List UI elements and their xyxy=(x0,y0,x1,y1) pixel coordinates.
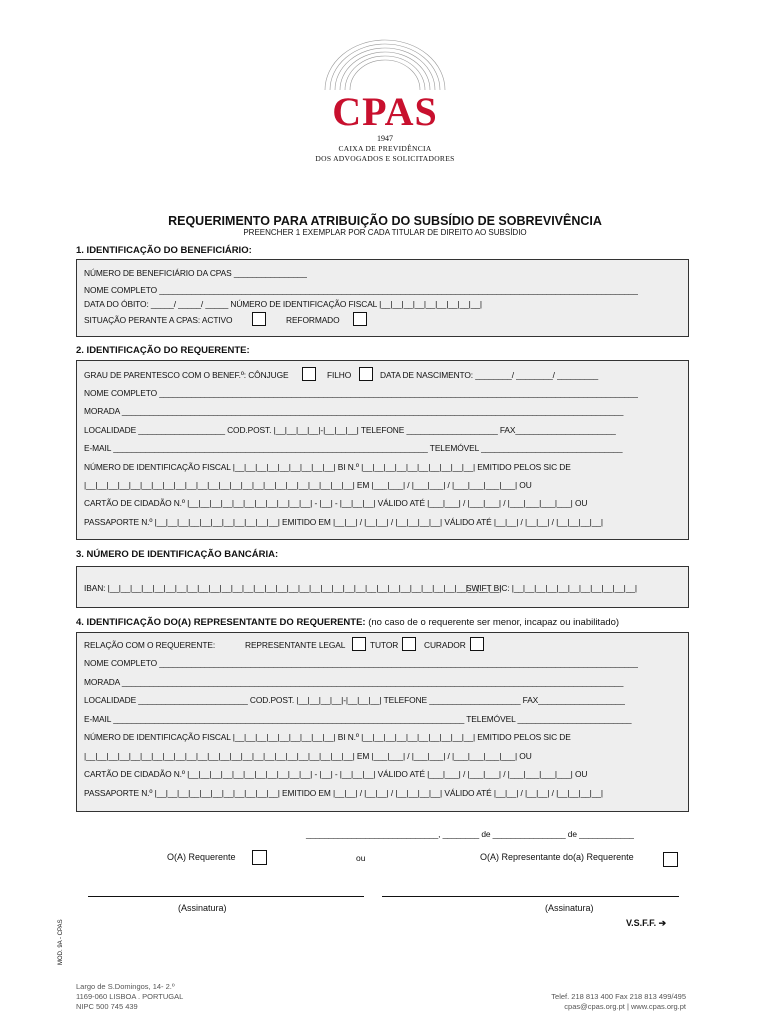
section1-title: 1. IDENTIFICAÇÃO DO BENEFICIÁRIO: xyxy=(76,245,252,256)
logo-text: CPAS xyxy=(332,89,438,134)
section3-title: 3. NÚMERO DE IDENTIFICAÇÃO BANCÁRIA: xyxy=(76,549,279,560)
s2-nif-bi[interactable]: NÚMERO DE IDENTIFICAÇÃO FISCAL |__|__|__|__|__|__|__|__|__| BI N.º |__|__|__|__|__|__|__|__|__|__| EMITIDO PELOS SIC DE xyxy=(84,462,571,472)
s2-birth-date[interactable]: DATA DE NASCIMENTO: ________/ ________/ _________ xyxy=(380,370,599,380)
s4-relation-label: RELAÇÃO COM O REQUERENTE: xyxy=(84,640,216,650)
s4-nif-bi[interactable]: NÚMERO DE IDENTIFICAÇÃO FISCAL |__|__|__|__|__|__|__|__|__| BI N.º |__|__|__|__|__|__|__|__|__|__| EMITIDO PELOS SIC DE xyxy=(84,732,571,742)
s4-sic-issued[interactable]: |__|__|__|__|__|__|__|__|__|__|__|__|__|__|__|__|__|__|__|__|__|__|__|__| EM |___|___| / |___|___| / |___|___|___|___| OU xyxy=(84,751,532,761)
page-subtitle: PREENCHER 1 EXEMPLAR POR CADA TITULAR DE DIREITO AO SUBSÍDIO xyxy=(243,228,527,237)
s1-retired-label: REFORMADO xyxy=(286,315,340,325)
s4-curator-checkbox[interactable] xyxy=(470,637,484,651)
footer-street: Largo de S.Domingos, 14- 2.º xyxy=(76,982,175,991)
representative-signature-line[interactable] xyxy=(382,896,679,897)
logo-year: 1947 xyxy=(377,134,393,143)
form-code: MOD. 9A - CPAS xyxy=(58,919,64,965)
date-place-line[interactable]: _____________________________, ________ de ________________ de ____________ xyxy=(306,829,634,839)
s4-address[interactable]: MORADA ______________________________________________________________________________________________________________ xyxy=(84,677,624,687)
s1-beneficiary-number[interactable]: NÚMERO DE BENEFICIÁRIO DA CPAS ________________ xyxy=(84,268,307,278)
s2-child-label: FILHO xyxy=(327,370,352,380)
footer-email-web[interactable]: cpas@cpas.org.pt | www.cpas.org.pt xyxy=(564,1002,686,1011)
s2-address[interactable]: MORADA ______________________________________________________________________________________________________________ xyxy=(84,406,624,416)
s4-tutor-checkbox[interactable] xyxy=(402,637,416,651)
s4-email-mobile[interactable]: E-MAIL _____________________________________________________________________________ TELEMÓVEL _________________________ xyxy=(84,714,632,724)
footer-nipc: NIPC 500 745 439 xyxy=(76,1002,138,1011)
requester-checkbox[interactable] xyxy=(252,850,267,865)
s3-swift[interactable]: SWIFT BIC: |__|__|__|__|__|__|__|__|__|__|__| xyxy=(466,583,637,593)
s1-active-checkbox[interactable] xyxy=(252,312,266,326)
s2-kinship-label: GRAU DE PARENTESCO COM O BENEF.º: CÔNJUGE xyxy=(84,370,289,380)
representative-checkbox[interactable] xyxy=(663,852,678,867)
s4-locality-phone-fax[interactable]: LOCALIDADE ________________________ COD.POST. |__|__|__|__|-|__|__|__| TELEFONE ____________________ FAX___________________ xyxy=(84,695,625,705)
signature-left-caption: (Assinatura) xyxy=(178,903,227,913)
section4-note: (no caso de o requerente ser menor, incapaz ou inabilitado) xyxy=(365,617,620,628)
requester-signature-line[interactable] xyxy=(88,896,364,897)
or-label: ou xyxy=(356,853,366,863)
s4-citizen-card[interactable]: CARTÃO DE CIDADÃO N.º |__|__|__|__|__|__|__|__|__|__|__| - |__| - |__|__|__| VÁLIDO ATÉ |___|___| / |___|___| / |___|___|___|___| OU xyxy=(84,769,588,779)
s4-passport[interactable]: PASSAPORTE N.º |__|__|__|__|__|__|__|__|__|__|__| EMITIDO EM |__|__| / |__|__| / |__|__|__|__| VÁLIDO ATÉ |__|__| / |__|__| / |__|__|__|__| xyxy=(84,788,603,798)
section4-title-text: 4. IDENTIFICAÇÃO DO(A) REPRESENTANTE DO REQUERENTE: xyxy=(76,617,366,628)
vsff-label: V.S.F.F. ➔ xyxy=(626,918,667,928)
s2-child-checkbox[interactable] xyxy=(359,367,373,381)
s2-locality-phone-fax[interactable]: LOCALIDADE ___________________ COD.POST. |__|__|__|__|-|__|__|__| TELEFONE ____________________ FAX______________________ xyxy=(84,425,616,435)
s2-passport[interactable]: PASSAPORTE N.º |__|__|__|__|__|__|__|__|__|__|__| EMITIDO EM |__|__| / |__|__| / |__|__|__|__| VÁLIDO ATÉ |__|__| / |__|__| / |__|__|__|__| xyxy=(84,517,603,527)
logo-line1: CAIXA DE PREVIDÊNCIA xyxy=(338,144,432,153)
s4-full-name[interactable]: NOME COMPLETO _________________________________________________________________________________________________________ xyxy=(84,658,638,668)
section4-title xyxy=(76,617,619,628)
cpas-logo xyxy=(300,30,470,170)
footer-city: 1169-060 LISBOA . PORTUGAL xyxy=(76,992,184,1001)
s1-retired-checkbox[interactable] xyxy=(353,312,367,326)
s2-spouse-checkbox[interactable] xyxy=(302,367,316,381)
footer-address xyxy=(76,982,183,1012)
s4-tutor-label: TUTOR xyxy=(370,640,399,650)
s3-iban[interactable]: IBAN: |__|__|__|__|__|__|__|__|__|__|__|__|__|__|__|__|__|__|__|__|__|__|__|__|__|__|__|__|__|__|__|__|__|__|__| xyxy=(84,583,502,593)
page-title: REQUERIMENTO PARA ATRIBUIÇÃO DO SUBSÍDIO DE SOBREVIVÊNCIA xyxy=(168,214,602,228)
requester-label: O(A) Requerente xyxy=(167,852,236,862)
section2-title: 2. IDENTIFICAÇÃO DO REQUERENTE: xyxy=(76,345,250,356)
logo-line2: DOS ADVOGADOS E SOLICITADORES xyxy=(315,154,455,163)
s2-sic-issued[interactable]: |__|__|__|__|__|__|__|__|__|__|__|__|__|__|__|__|__|__|__|__|__|__|__|__| EM |___|___| / |___|___| / |___|___|___|___| OU xyxy=(84,480,532,490)
s1-death-date-nif[interactable]: DATA DO ÓBITO: _____/ _____/ _____ NÚMERO DE IDENTIFICAÇÃO FISCAL |__|__|__|__|__|__|__|__|__| xyxy=(84,299,482,309)
s2-full-name[interactable]: NOME COMPLETO _________________________________________________________________________________________________________ xyxy=(84,388,638,398)
s4-curator-label: CURADOR xyxy=(424,640,466,650)
s1-full-name[interactable]: NOME COMPLETO _________________________________________________________________________________________________________ xyxy=(84,285,638,295)
signature-right-caption: (Assinatura) xyxy=(545,903,594,913)
s2-citizen-card[interactable]: CARTÃO DE CIDADÃO N.º |__|__|__|__|__|__|__|__|__|__|__| - |__| - |__|__|__| VÁLIDO ATÉ |___|___| / |___|___| / |___|___|___|___| OU xyxy=(84,498,588,508)
representative-label: O(A) Representante do(a) Requerente xyxy=(480,852,634,862)
footer-phone: Telef. 218 813 400 Fax 218 813 499/495 xyxy=(551,992,686,1001)
s4-legal-rep-checkbox[interactable] xyxy=(352,637,366,651)
s4-legal-rep-label: REPRESENTANTE LEGAL xyxy=(245,640,346,650)
footer-contacts xyxy=(551,992,686,1012)
s1-status-label: SITUAÇÃO PERANTE A CPAS: ACTIVO xyxy=(84,315,233,325)
s2-email-mobile[interactable]: E-MAIL _____________________________________________________________________ TELEMÓVEL _______________________________ xyxy=(84,443,623,453)
